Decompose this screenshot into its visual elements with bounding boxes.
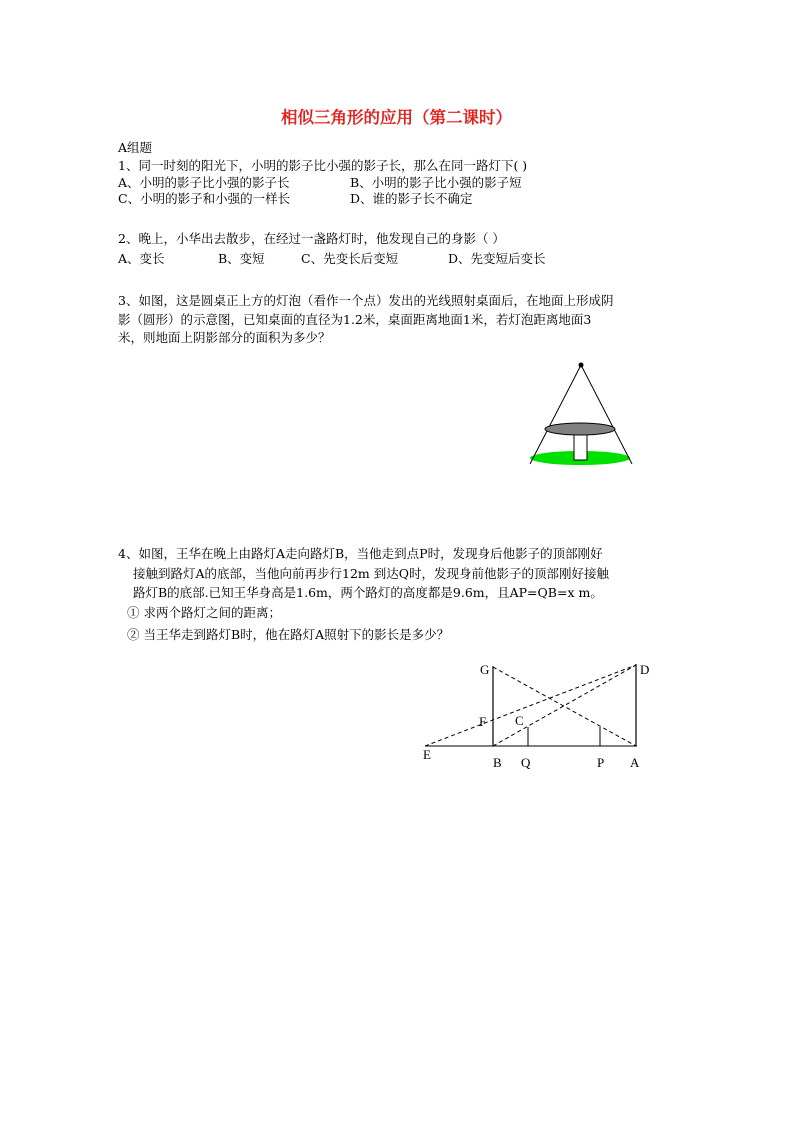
label-f: F: [479, 714, 487, 729]
label-a: A: [630, 755, 640, 770]
q2-option-d: D、先变短后变长: [448, 251, 546, 266]
q2-stem: 2、晚上，小华出去散步，在经过一盏路灯时，他发现自己的身影（ ）: [118, 231, 505, 246]
q2-option-c: C、先变长后变短: [301, 251, 399, 266]
label-d: D: [640, 662, 650, 677]
ray-e-to-d: [425, 665, 636, 746]
label-g: G: [480, 662, 490, 677]
q4-sub-2: ② 当王华走到路灯B时，他在路灯A照射下的影长是多少？: [127, 627, 450, 642]
q1-option-b: B、小明的影子比小强的影子短: [350, 175, 522, 190]
q3-line-3: 米，则地面上阴影部分的面积为多少？: [118, 330, 331, 345]
q3-line-1: 3、如图，这是圆桌正上方的灯泡（看作一个点）发出的光线照射桌面后，在地面上形成阴: [118, 293, 614, 308]
q1-option-c: C、小明的影子和小强的一样长: [118, 191, 291, 206]
label-b: B: [493, 755, 502, 770]
q4-line-1: 4、如图，王华在晚上由路灯A走向路灯B，当他走到点P时，发现身后他影子的顶部刚好: [118, 546, 603, 561]
q2-option-b: B、变短: [218, 251, 265, 266]
label-q: Q: [521, 755, 531, 770]
q1-option-d: D、谁的影子长不确定: [350, 191, 473, 206]
label-c: C: [515, 713, 524, 728]
label-e: E: [423, 747, 431, 762]
page-title: 相似三角形的应用（第二课时）: [281, 108, 512, 127]
group-heading: A组题: [118, 140, 153, 155]
q4-line-2: 接触到路灯A的底部，当他向前再步行12m 到达Q时，发现身前他影子的顶部刚好接触: [133, 566, 610, 581]
q2-option-a: A、变长: [118, 251, 165, 266]
label-p: P: [597, 755, 605, 770]
ray-b-to-d: [493, 665, 636, 746]
q3-line-2: 影（圆形）的示意图，已知桌面的直径为1.2米，桌面距离地面1米，若灯泡距离地面3: [118, 312, 592, 327]
q1-stem: 1、同一时刻的阳光下，小明的影子比小强的影子长，那么在同一路灯下( ): [118, 158, 528, 173]
q4-line-3: 路灯B的底部.已知王华身高是1.6m，两个路灯的高度都是9.6m，且AP=QB=x m。: [133, 585, 603, 600]
q1-option-a: A、小明的影子比小强的影子长: [118, 175, 290, 190]
q4-sub-1: ① 求两个路灯之间的距离；: [127, 605, 281, 620]
